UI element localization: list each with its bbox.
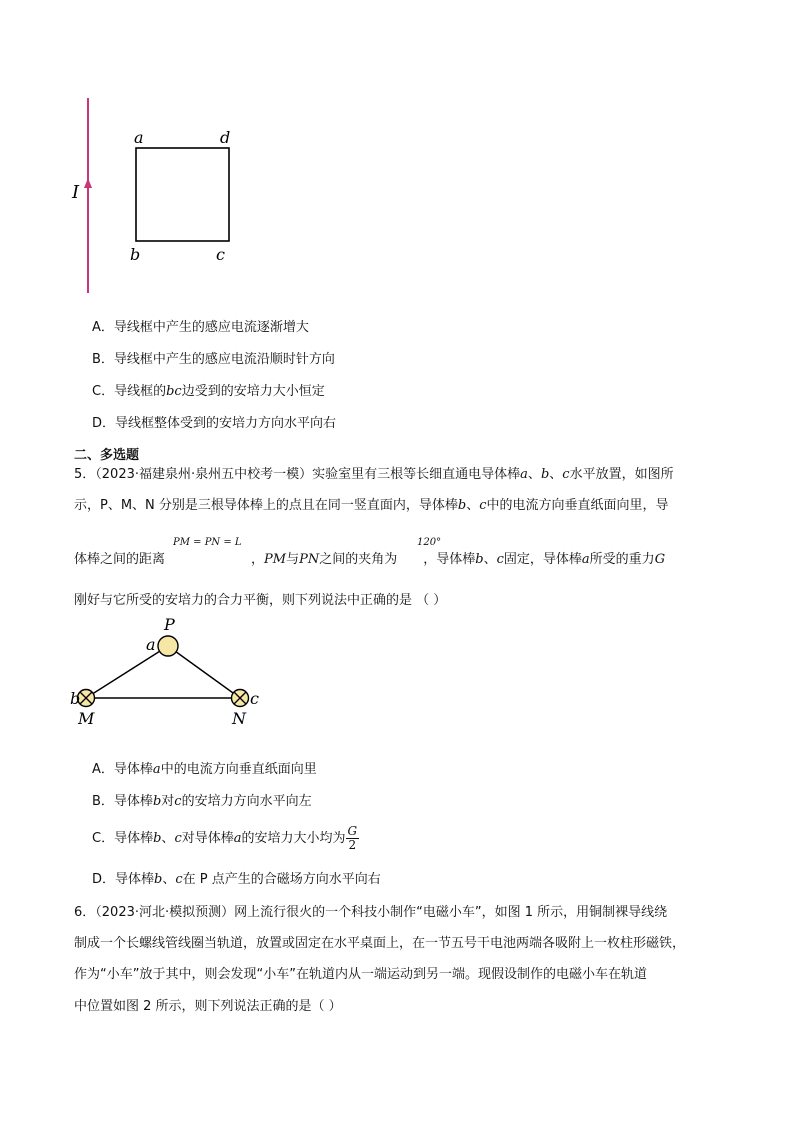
conductor-c-into-page-icon [232, 690, 249, 707]
formula-pm-pn-l: PM = PN = L [173, 537, 242, 548]
line-pn [168, 646, 240, 698]
formula-angle: 120° [417, 537, 442, 548]
point-label-P: P [164, 615, 175, 634]
q5-line-4: 刚好与它所受的安培力的合力平衡，则下列说法中正确的是 （ ） [74, 593, 447, 608]
corner-label-c: c [216, 245, 225, 264]
conductor-label-c: c [250, 689, 259, 708]
conductor-label-b: b [70, 689, 81, 708]
q4-option-b[interactable]: B．导线框中产生的感应电流沿顺时针方向 [92, 352, 335, 367]
square-loop [136, 148, 229, 241]
current-arrow-icon [84, 178, 92, 188]
conductor-a [158, 636, 178, 656]
q6-line-2: 制成一个长螺线管线圈当轨道，放置或固定在水平桌面上，在一节五号干电池两端各吸附上一枚柱形磁铁， [74, 936, 686, 951]
figure-conductors [64, 612, 284, 732]
q5-line-2: 示，P、M、N 分别是三根导体棒上的点且在同一竖直面内，导体棒b、c中的电流方向垂直纸面向里，导 [74, 498, 669, 513]
conductor-label-a: a [146, 635, 156, 654]
point-label-N: N [232, 709, 246, 728]
current-label: I [72, 182, 80, 203]
q5-option-c[interactable]: C．导体棒b、c对导体棒a的安培力大小均为 $\frac{G}{2}$ [92, 824, 358, 852]
point-label-M: M [78, 709, 95, 728]
fraction-g-over-2: $\frac{G}{2}$ [347, 824, 358, 852]
q5-option-d[interactable]: D．导体棒b、c在 P 点产生的合磁场方向水平向右 [92, 872, 381, 887]
q4-option-d[interactable]: D．导线框整体受到的安培力方向水平向右 [92, 416, 337, 431]
line-pm [86, 646, 168, 698]
q6-line-4: 中位置如图 2 所示，则下列说法正确的是（ ） [74, 999, 342, 1014]
q5-line-3: 体棒之间的距离 ，PM与PN之间的夹角为 ，导体棒b、c固定，导体棒a所受的重力G [74, 552, 666, 567]
q4-option-a[interactable]: A．导线框中产生的感应电流逐渐增大 [92, 320, 309, 335]
q5-option-a[interactable]: A．导体棒a中的电流方向垂直纸面向里 [92, 762, 317, 777]
q5-line-1: 5．（2023·福建泉州·泉州五中校考一模）实验室里有三根等长细直通电导体棒a、b、c水平放置，如图所 [74, 467, 674, 482]
q4-option-c[interactable]: C．导线框的bc边受到的安培力大小恒定 [92, 384, 325, 399]
corner-label-d: d [220, 128, 231, 147]
corner-label-a: a [134, 128, 144, 147]
q6-line-3: 作为“小车”放于其中，则会发现“小车”在轨道内从一端运动到另一端。现假设制作的电磁小车在轨道 [74, 967, 647, 982]
q5-option-b[interactable]: B．导体棒b对c的安培力方向水平向左 [92, 794, 312, 809]
corner-label-b: b [130, 245, 141, 264]
q6-line-1: 6．（2023·河北·模拟预测）网上流行很火的一个科技小制作“电磁小车”，如图 1 所示，用铜制裸导线绕 [74, 905, 668, 920]
figure-wire-loop [60, 90, 260, 300]
section-heading: 二、多选题 [74, 448, 140, 463]
